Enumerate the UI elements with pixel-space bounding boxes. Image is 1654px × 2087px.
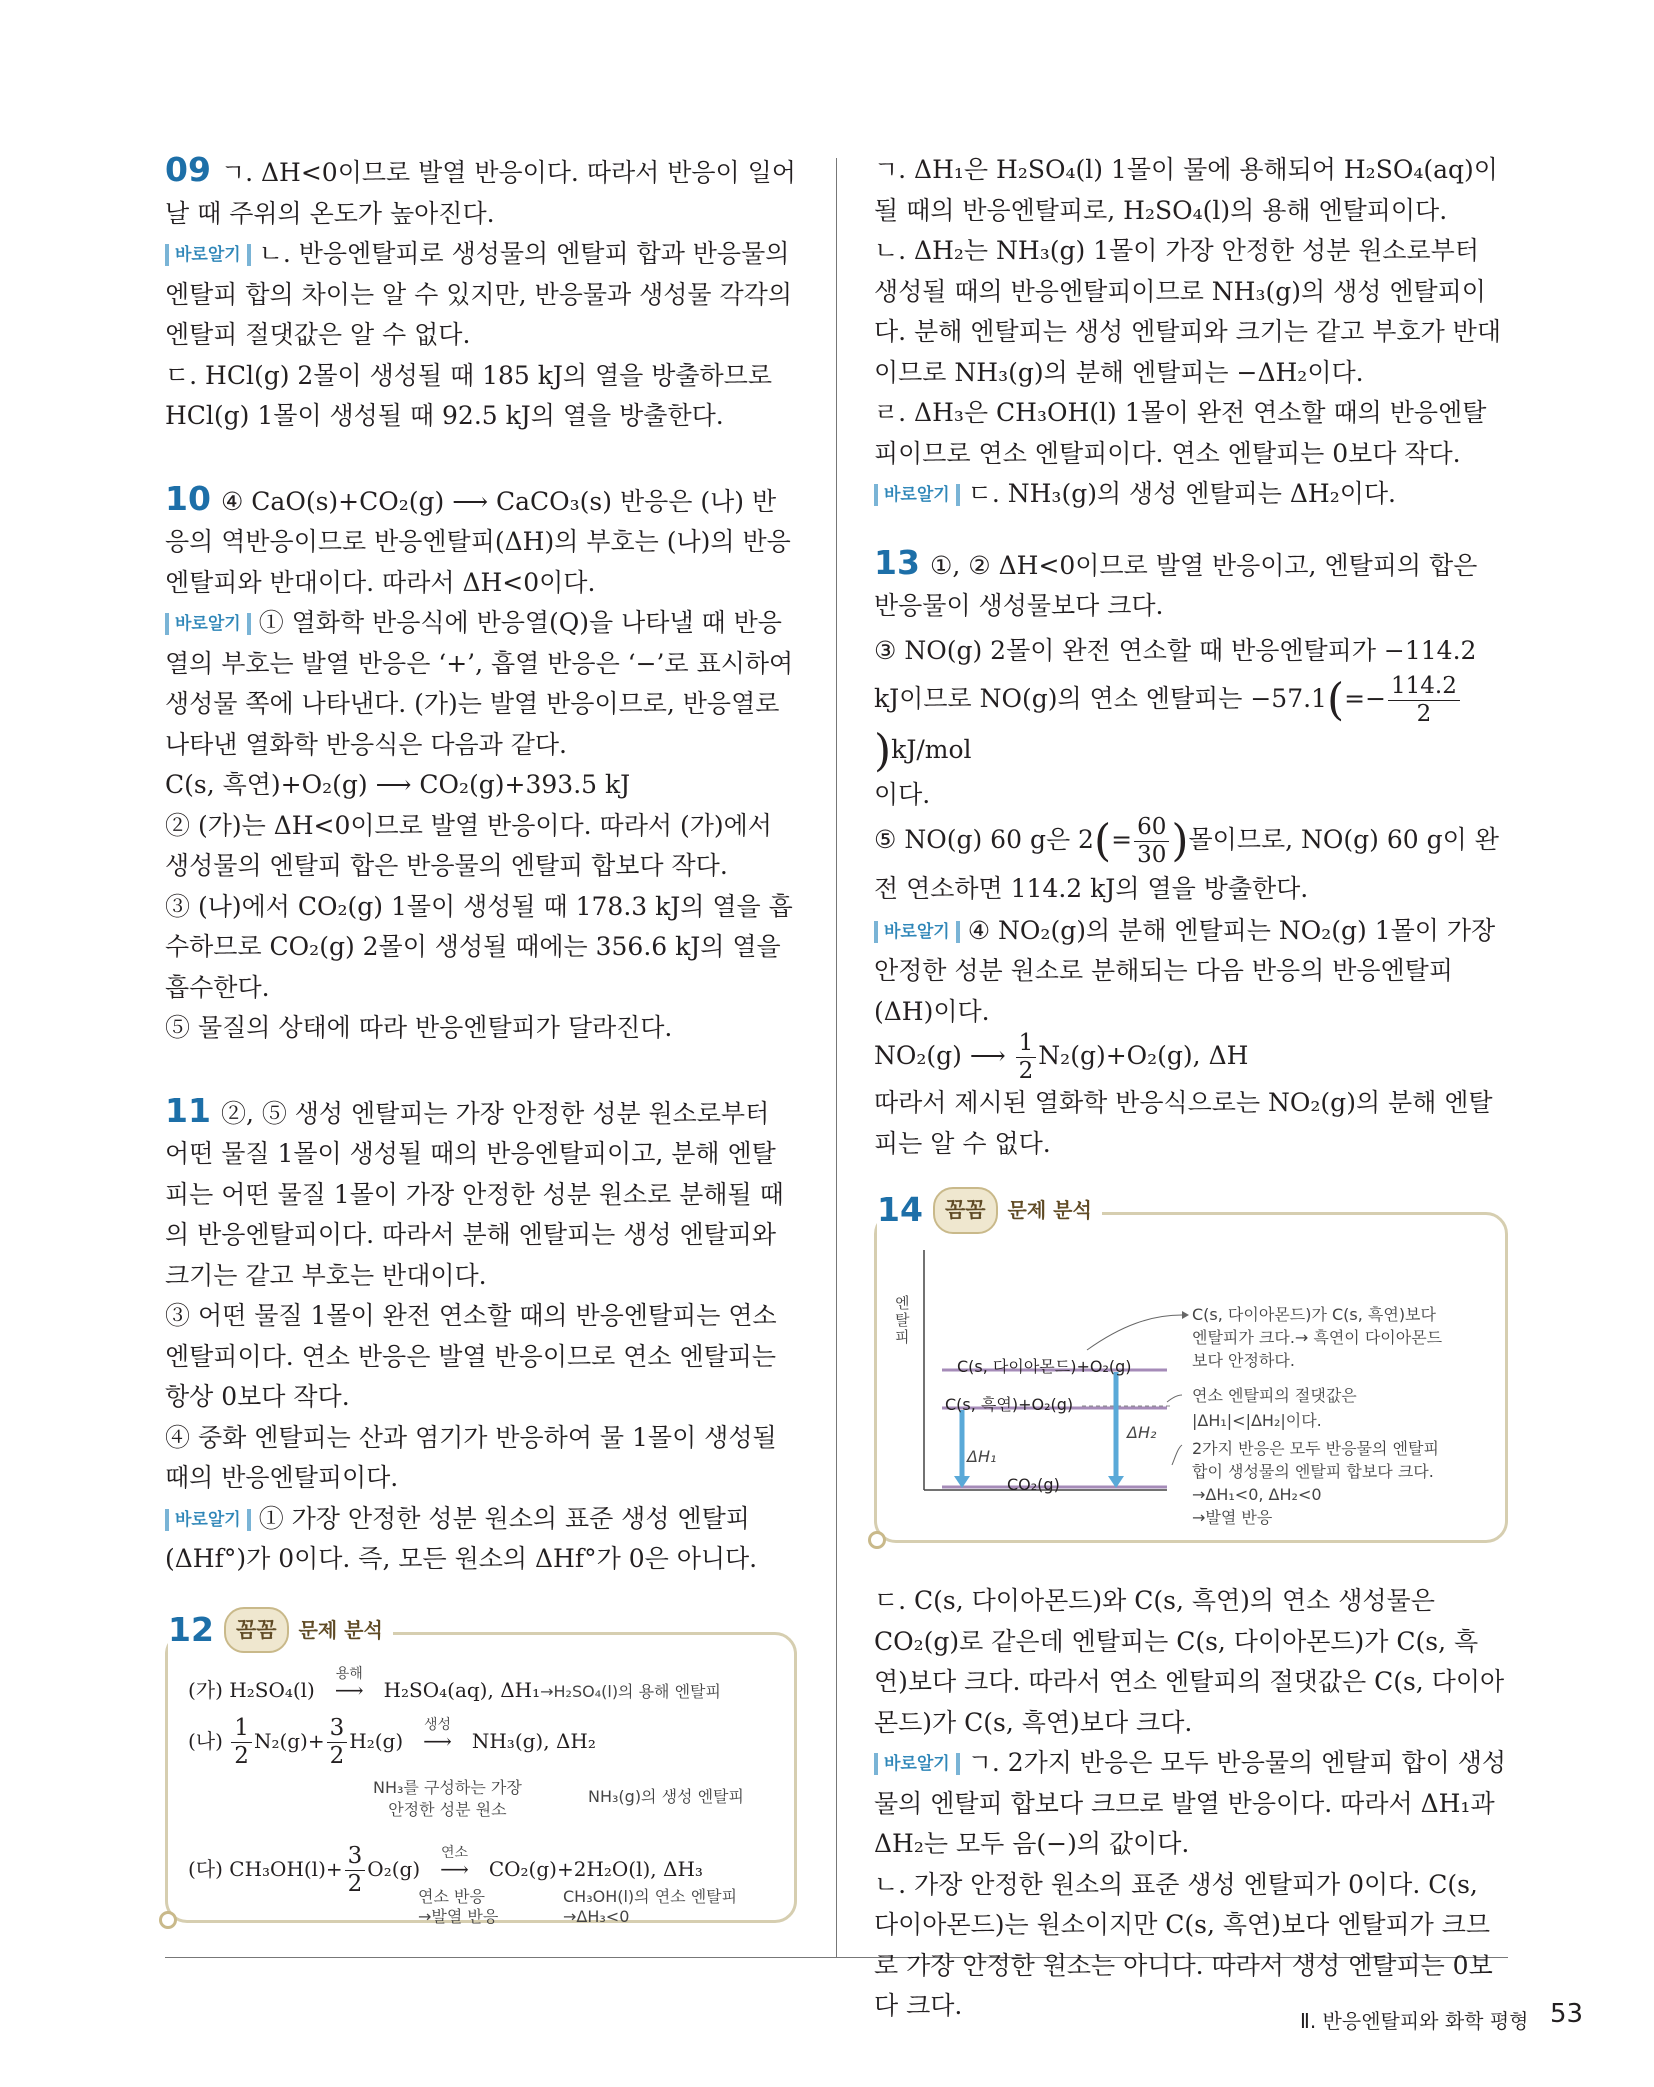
column-divider bbox=[836, 158, 837, 1958]
q14-note-abs: 연소 엔탈피의 절댓값은 |ΔH₁|<|ΔH₂|이다. bbox=[1192, 1386, 1357, 1430]
pointer-2 bbox=[1167, 1395, 1182, 1402]
q13-para: ③ NO(g) 2몰이 완전 연소할 때 반응엔탈피가 −114.2 kJ이므로 NO(g)의 연소 엔탈피는 −57.1(=− $\frac{114.2}{2}$ )kJ/mol bbox=[874, 635, 1477, 776]
q12-reaction-a: (가) H₂SO₄(l) 용해 ⟶ H₂SO₄(aq), ΔH₁→H₂SO₄(l)의 용해 엔탈피 bbox=[188, 1665, 721, 1702]
box-dot bbox=[159, 1911, 177, 1929]
correction-badge: 바로알기 bbox=[874, 1753, 960, 1775]
correction-badge: 바로알기 bbox=[874, 921, 960, 943]
q14-note-exo: 2가지 반응은 모두 반응물의 엔탈피 합이 생성물의 엔탈피 합보다 크다. →ΔH₁<0, ΔH₂<0 →발열 반응 bbox=[1192, 1439, 1439, 1527]
level-diamond-label: C(s, 다이아몬드)+O₂(g) bbox=[957, 1357, 1132, 1376]
analysis-title: 문제 분석 bbox=[298, 1617, 383, 1642]
q10-equation: C(s, 흑연)+O₂(g) ⟶ CO₂(g)+393.5 kJ bbox=[165, 770, 631, 799]
q09-para: ㄷ. HCl(g) 2몰이 생성될 때 185 kJ의 열을 방출하므로 HCl(g) 1몰이 생성될 때 92.5 kJ의 열을 방출한다. bbox=[165, 360, 773, 430]
q11-para: ④ 중화 엔탈피는 산과 염기가 반응하여 물 1몰이 생성될 때의 반응엔탈피이다. bbox=[165, 1422, 777, 1492]
correction-badge: 바로알기 bbox=[165, 244, 251, 266]
pointer-1-head bbox=[1182, 1311, 1189, 1319]
q14-para: ㄷ. C(s, 다이아몬드)와 C(s, 흑연)의 연소 생성물은 CO₂(g)로 같은데 엔탈피는 C(s, 다이아몬드)가 C(s, 흑연)보다 크다. 따라서 연소 엔탈피의 절댓값은 C(s, 다이아몬드)가 C(s, 흑연)보다 크다. bbox=[874, 1586, 1505, 1737]
page-number: 53 bbox=[1550, 1999, 1584, 2029]
correction-badge: 바로알기 bbox=[874, 484, 960, 506]
q11-para: ③ 어떤 물질 1몰이 완전 연소할 때의 반응엔탈피는 연소 엔탈피이다. 연소 반응은 발열 반응이므로 연소 엔탈피는 항상 0보다 작다. bbox=[165, 1301, 777, 1411]
q14-box-header: 14 꼼꼼 문제 분석 bbox=[877, 1187, 1102, 1234]
q10-correction: 바로알기 ① 열화학 반응식에 반응열(Q)을 나타낼 때 반응열의 부호는 발열 반응은 ‘+’, 흡열 반응은 ‘−’로 표시하여 생성물 쪽에 나타낸다. (가)는 발열 반응이므로, 반응열로 나타낸 열화학 반응식은 다음과 같다. bbox=[165, 608, 794, 759]
q11-answer: 11 ②, ⑤ 생성 엔탈피는 가장 안정한 성분 원소로부터 어떤 물질 1몰이 생성될 때의 반응엔탈피이고, 분해 엔탈피는 어떤 물질 1몰이 가장 안정한 성분 원소로 분해될 때의 반응엔탈피이다. 따라서 분해 엔탈피는 생성 엔탈피와 크기는 같고 부호는 반대이다. bbox=[165, 1090, 784, 1290]
q12-c-note1: 연소 반응 →발열 반응 bbox=[418, 1886, 499, 1926]
analysis-pill: 꼼꼼 bbox=[933, 1187, 998, 1234]
q09-answer: 09 ㄱ. ΔH<0이므로 발열 반응이다. 따라서 반응이 일어날 때 주위의 온도가 높아진다. bbox=[165, 150, 796, 228]
q12-c-note2: CH₃OH(l)의 연소 엔탈피 →ΔH₃<0 bbox=[563, 1886, 738, 1926]
q10-answer: 10 ④ CaO(s)+CO₂(g) ⟶ CaCO₃(s) 반응은 (나) 반응의 역반응이므로 반응엔탈피(ΔH)의 부호는 (나)의 반응엔탈피와 반대이다. 따라서 ΔH<0이다. bbox=[165, 478, 791, 597]
left-column bbox=[165, 150, 797, 1926]
analysis-title: 문제 분석 bbox=[1007, 1198, 1092, 1222]
q14-analysis-box bbox=[874, 1190, 1508, 1543]
q12-para: ㄴ. ΔH₂는 NH₃(g) 1몰이 가장 안정한 성분 원소로부터 생성될 때의 반응엔탈피이므로 NH₃(g)의 생성 엔탈피이다. 분해 엔탈피는 생성 엔탈피와 크기는 같고 부호가 반대이므로 NH₃(g)의 분해 엔탈피는 −ΔH₂이다. bbox=[874, 236, 1501, 387]
q12-reaction-c: (다) CH₃OH(l)+ $\frac{3}{2}$ O₂(g) 연소 ⟶ CO₂(g)+2H₂O(l), ΔH₃ bbox=[188, 1842, 703, 1897]
dh1-label: ΔH₁ bbox=[967, 1447, 997, 1466]
q12-box-header: 12 꼼꼼 문제 분석 bbox=[168, 1607, 393, 1654]
q13-correction: 바로알기 ④ NO₂(g)의 분해 엔탈피는 NO₂(g) 1몰이 가장 안정한 성분 원소로 분해되는 다음 반응의 반응엔탈피(ΔH)이다. bbox=[874, 915, 1496, 1026]
analysis-pill: 꼼꼼 bbox=[224, 1607, 289, 1654]
footer-chapter-title: Ⅱ. 반응엔탈피와 화학 평형 bbox=[1300, 2009, 1529, 2033]
q12-reaction-b: (나) $\frac{1}{2}$ N₂(g)+ $\frac{3}{2}$ H₂(g) 생성 ⟶ NH₃(g), ΔH₂ bbox=[188, 1714, 596, 1769]
pointer-1 bbox=[1087, 1315, 1182, 1350]
q12-correction: 바로알기 ㄷ. NH₃(g)의 생성 엔탈피는 ΔH₂이다. bbox=[874, 474, 1508, 515]
q12-analysis-box bbox=[165, 1609, 797, 1926]
right-column bbox=[874, 150, 1508, 2027]
q13-para: 이다. bbox=[874, 780, 931, 809]
box-dot bbox=[868, 1531, 886, 1549]
q10-para: ③ (나)에서 CO₂(g) 1몰이 생성될 때 178.3 kJ의 열을 흡수하므로 CO₂(g) 2몰이 생성될 때에는 356.6 kJ의 열을 흡수한다. bbox=[165, 891, 793, 1002]
correction-badge: 바로알기 bbox=[165, 613, 251, 635]
q14-note-stability: C(s, 다이아몬드)가 C(s, 흑연)보다 엔탈피가 크다.→ 흑연이 다이아몬드 보다 안정하다. bbox=[1192, 1305, 1443, 1370]
q10-para: ② (가)는 ΔH<0이므로 발열 반응이다. 따라서 (가)에서 생성물의 엔탈피 합은 반응물의 엔탈피 합보다 작다. bbox=[165, 810, 772, 880]
q12-para: ㄹ. ΔH₃은 CH₃OH(l) 1몰이 완전 연소할 때의 반응엔탈피이므로 연소 엔탈피이다. 연소 엔탈피는 0보다 작다. bbox=[874, 398, 1487, 468]
q12-b-note2: NH₃(g)의 생성 엔탈피 bbox=[588, 1786, 744, 1806]
level-graphite-label: C(s, 흑연)+O₂(g) bbox=[945, 1395, 1074, 1414]
enthalpy-axis-label: 엔탈피 bbox=[895, 1294, 910, 1346]
q14-correction: 바로알기 ㄱ. 2가지 반응은 모두 반응물의 엔탈피 합이 생성물의 엔탈피 합보다 크므로 발열 반응이다. 따라서 ΔH₁과 ΔH₂는 모두 음(−)의 값이다. bbox=[874, 1748, 1507, 1858]
level-co2-label: CO₂(g) bbox=[1007, 1475, 1060, 1494]
q13-answer: 13 ①, ② ΔH<0이므로 발열 반응이고, 엔탈피의 합은 반응물이 생성물보다 크다. bbox=[874, 542, 1478, 620]
q10-para: ⑤ 물질의 상태에 따라 반응엔탈피가 달라진다. bbox=[165, 1013, 673, 1042]
correction-badge: 바로알기 bbox=[165, 1509, 251, 1531]
pointer-3 bbox=[1172, 1445, 1182, 1465]
q11-correction: 바로알기 ① 가장 안정한 성분 원소의 표준 생성 엔탈피(ΔHf°)가 0이다. 즉, 모든 원소의 ΔHf°가 0은 아니다. bbox=[165, 1503, 758, 1573]
q12-b-note1: NH₃를 구성하는 가장 안정한 성분 원소 bbox=[373, 1777, 522, 1819]
q14-para: ㄴ. 가장 안정한 원소의 표준 생성 엔탈피가 0이다. C(s, 다이아몬드)는 원소이지만 C(s, 흑연)보다 엔탈피가 크므로 가장 안정한 원소는 아니다. 따라서 생성 엔탈피는 0보다 크다. bbox=[874, 1869, 1493, 2020]
q13-equation: NO₂(g) ⟶ $\frac{1}{2}$ N₂(g)+O₂(g), ΔH bbox=[874, 1030, 1249, 1084]
q13-para: ⑤ NO(g) 60 g은 2(= $\frac{60}{30}$ )몰이므로, NO(g) 60 g이 완전 연소하면 114.2 kJ의 열을 방출한다. bbox=[874, 813, 1499, 903]
dh2-label: ΔH₂ bbox=[1127, 1423, 1157, 1442]
q13-para: 따라서 제시된 열화학 반응식으로는 NO₂(g)의 분해 엔탈피는 알 수 없다. bbox=[874, 1088, 1493, 1158]
q09-correction: 바로알기 ㄴ. 반응엔탈피로 생성물의 엔탈피 합과 반응물의 엔탈피 합의 차이는 알 수 있지만, 반응물과 생성물 각각의 엔탈피 절댓값은 알 수 없다. bbox=[165, 239, 792, 349]
q12-para: ㄱ. ΔH₁은 H₂SO₄(l) 1몰이 물에 용해되어 H₂SO₄(aq)이 될 때의 반응엔탈피로, H₂SO₄(l)의 용해 엔탈피이다. bbox=[874, 155, 1498, 225]
